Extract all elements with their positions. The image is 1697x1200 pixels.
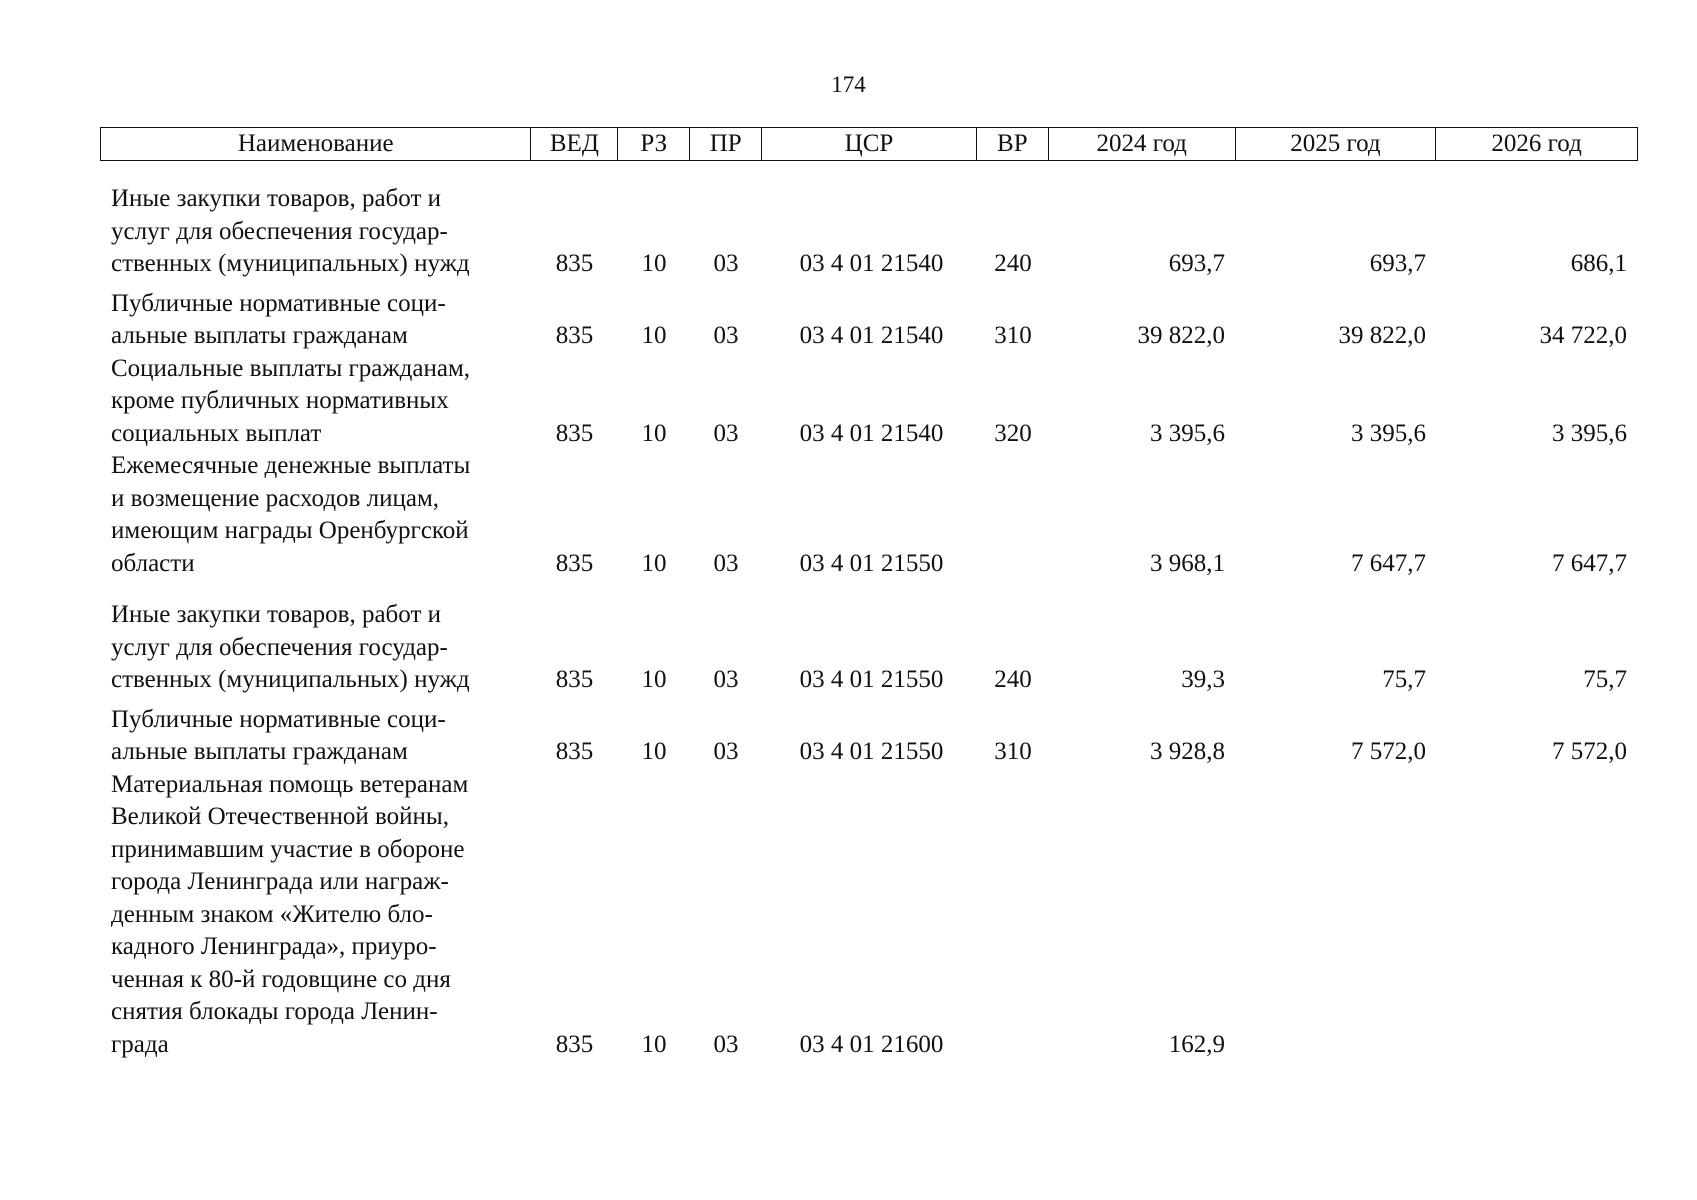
- header-pr: ПР: [690, 128, 762, 160]
- row-vr: 310: [994, 322, 1032, 349]
- name-line: Публичные нормативные соци-: [111, 705, 446, 733]
- name-line: социальных выплат: [111, 419, 322, 447]
- name-line: альные выплаты гражданам: [111, 738, 408, 765]
- row-name: [100, 353, 531, 451]
- row-pr: 03: [713, 250, 739, 277]
- row-ved: 835: [555, 666, 594, 693]
- table-header: [100, 127, 1638, 161]
- row-ved: 835: [555, 549, 594, 577]
- name-line: Великой Отечественной войны,: [111, 803, 449, 830]
- row-rz: 10: [641, 322, 667, 349]
- row-name: [100, 183, 531, 281]
- row-2025: 693,7: [1369, 250, 1426, 277]
- row-2024: 3 395,6: [1150, 419, 1225, 447]
- row-2024: 3 928,8: [1150, 738, 1225, 765]
- header-2025: 2025 год: [1236, 128, 1437, 160]
- row-ved: 835: [555, 250, 594, 277]
- row-pr: 03: [713, 549, 739, 577]
- row-vr: 320: [994, 419, 1032, 447]
- name-line: Ежемесячные денежные выплаты: [111, 452, 471, 479]
- name-line: Материальная помощь ветеранам: [111, 770, 469, 798]
- row-2024: 162,9: [1168, 1030, 1225, 1058]
- row-vr: 240: [994, 250, 1032, 277]
- name-line: услуг для обеспечения государ-: [111, 217, 448, 245]
- name-line: града: [111, 1030, 169, 1058]
- name-line: и возмещение расходов лицам,: [111, 484, 440, 512]
- row-2025: 3 395,6: [1351, 419, 1426, 447]
- row-2024: 693,7: [1168, 250, 1225, 277]
- row-csr: 03 4 01 21600: [799, 1030, 944, 1058]
- row-name: [100, 704, 531, 769]
- row-2025: 7 572,0: [1351, 738, 1426, 765]
- row-2025: 7 647,7: [1351, 549, 1426, 577]
- row-csr: 03 4 01 21550: [799, 738, 944, 765]
- name-line: Социальные выплаты гражданам,: [111, 354, 471, 382]
- name-line: принимавшим участие в обороне: [111, 835, 465, 863]
- row-pr: 03: [713, 666, 739, 693]
- name-line: кроме публичных нормативных: [111, 387, 449, 414]
- row-rz: 10: [641, 1030, 667, 1058]
- row-pr: 03: [713, 738, 739, 765]
- row-2024: 3 968,1: [1150, 549, 1225, 577]
- row-rz: 10: [641, 250, 667, 277]
- header-vr: ВР: [977, 128, 1049, 160]
- header-2026: 2026 год: [1491, 130, 1582, 157]
- header-ved: ВЕД: [531, 128, 618, 160]
- row-ved: 835: [555, 738, 594, 765]
- row-2026: 7 647,7: [1552, 549, 1627, 577]
- header-2024: 2024 год: [1049, 128, 1236, 160]
- row-ved: 835: [555, 1030, 594, 1058]
- row-rz: 10: [641, 549, 667, 577]
- row-rz: 10: [641, 666, 667, 693]
- row-ved: 835: [555, 322, 594, 349]
- name-line: Публичные нормативные соци-: [111, 289, 446, 317]
- row-2026: 75,7: [1583, 666, 1627, 693]
- header-rz: РЗ: [618, 128, 690, 160]
- row-vr: 310: [994, 738, 1032, 765]
- row-csr: 03 4 01 21540: [799, 419, 944, 447]
- row-name: [100, 450, 531, 580]
- row-csr: 03 4 01 21550: [799, 666, 944, 693]
- row-vr: 240: [994, 666, 1032, 693]
- row-pr: 03: [713, 1030, 739, 1058]
- table-row: [100, 599, 1638, 697]
- name-line: снятия блокады города Ленин-: [111, 998, 438, 1025]
- name-line: кадного Ленинграда», приуро-: [111, 933, 437, 960]
- row-rz: 10: [641, 738, 667, 765]
- page-number: 174: [831, 72, 866, 97]
- name-line: города Ленинграда или награж-: [111, 868, 449, 895]
- name-line: ственных (муниципальных) нужд: [111, 666, 470, 693]
- row-csr: 03 4 01 21540: [799, 322, 944, 349]
- row-2026: 3 395,6: [1552, 419, 1627, 447]
- name-line: области: [111, 549, 195, 577]
- name-line: денным знаком «Жителю бло-: [111, 900, 433, 928]
- header-csr: ЦСР: [762, 128, 977, 160]
- row-2025: 75,7: [1382, 666, 1426, 693]
- table-row: [100, 704, 1638, 769]
- row-2026: 686,1: [1570, 250, 1627, 277]
- row-2024: 39 822,0: [1137, 322, 1225, 349]
- row-pr: 03: [713, 322, 739, 349]
- row-2024: 39,3: [1181, 666, 1225, 693]
- row-csr: 03 4 01 21550: [799, 549, 944, 577]
- row-2025: 39 822,0: [1338, 322, 1426, 349]
- row-name: [100, 599, 531, 697]
- table-body: [100, 183, 1638, 1061]
- name-line: услуг для обеспечения государ-: [111, 633, 448, 661]
- name-line: имеющим награды Оренбургской: [111, 517, 469, 544]
- name-line: альные выплаты гражданам: [111, 322, 408, 349]
- row-2026: 7 572,0: [1552, 738, 1627, 765]
- name-line: ченная к 80-й годовщине со дня: [111, 965, 451, 993]
- header-name: Наименование: [101, 128, 531, 160]
- row-pr: 03: [713, 419, 739, 447]
- name-line: Иные закупки товаров, работ и: [111, 601, 442, 628]
- row-name: [100, 769, 531, 1062]
- table-row: [100, 183, 1638, 281]
- row-2026: 34 722,0: [1539, 322, 1627, 349]
- table-row: [100, 353, 1638, 451]
- name-line: ственных (муниципальных) нужд: [111, 250, 470, 277]
- table-row: [100, 769, 1638, 1062]
- name-line: Иные закупки товаров, работ и: [111, 185, 442, 212]
- row-ved: 835: [555, 419, 594, 447]
- row-name: [100, 288, 531, 353]
- row-csr: 03 4 01 21540: [799, 250, 944, 277]
- table-row: [100, 288, 1638, 353]
- row-rz: 10: [641, 419, 667, 447]
- table-row: [100, 450, 1638, 580]
